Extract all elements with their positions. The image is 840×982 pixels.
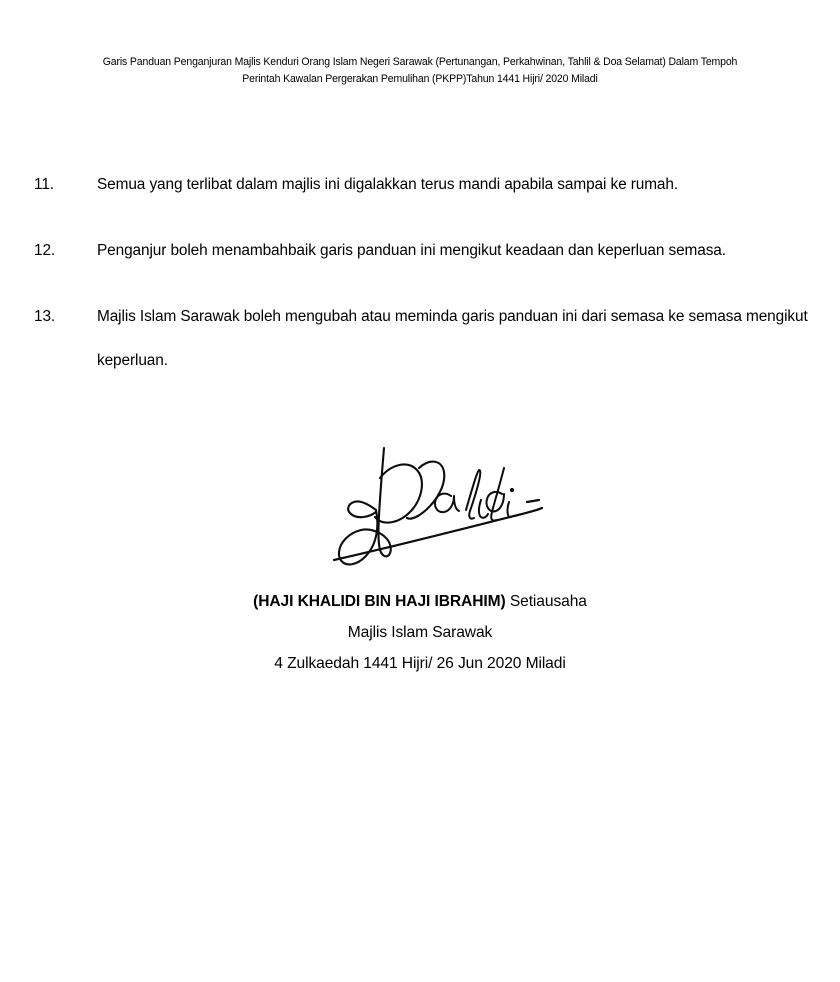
clause-text: Majlis Islam Sarawak boleh mengubah atau meminda garis panduan ini dari semasa ke semasa mengikut keperluan.: [97, 308, 808, 369]
document-header-title: Garis Panduan Penganjuran Majlis Kenduri Orang Islam Negeri Sarawak (Pertunangan, Perkahwinan, Tahlil & Doa Selamat) Dalam Tempoh Perintah Kawalan Pergerakan Pemulihan (PKPP)Tahun 1441 Hijri/ 2020 Miladi: [102, 56, 738, 85]
signature-block: [0, 586, 840, 679]
clause-number: 12.: [34, 242, 56, 259]
clause-text: Penganjur boleh menambahbaik garis panduan ini mengikut keadaan dan keperluan semasa.: [97, 242, 726, 259]
signature-mark: [318, 438, 568, 573]
clause-number: 11.: [34, 176, 54, 193]
clause-item: [0, 295, 840, 383]
handwritten-signature-icon: [318, 438, 568, 568]
clause-item: [0, 229, 840, 273]
clause-list: [0, 163, 840, 405]
clause-text: Semua yang terlibat dalam majlis ini digalakkan terus mandi apabila sampai ke rumah.: [97, 176, 679, 193]
signatory-title: Setiausaha: [505, 593, 587, 610]
signatory-organisation: Majlis Islam Sarawak: [347, 624, 493, 641]
clause-item: [0, 163, 840, 207]
clause-number: 13.: [34, 308, 56, 325]
signatory-name: (HAJI KHALIDI BIN HAJI IBRAHIM): [253, 593, 506, 610]
signature-area: [0, 438, 840, 568]
signatory-name-line: [0, 586, 840, 617]
signatory-date: 4 Zulkaedah 1441 Hijri/ 26 Jun 2020 Miladi: [274, 655, 566, 672]
